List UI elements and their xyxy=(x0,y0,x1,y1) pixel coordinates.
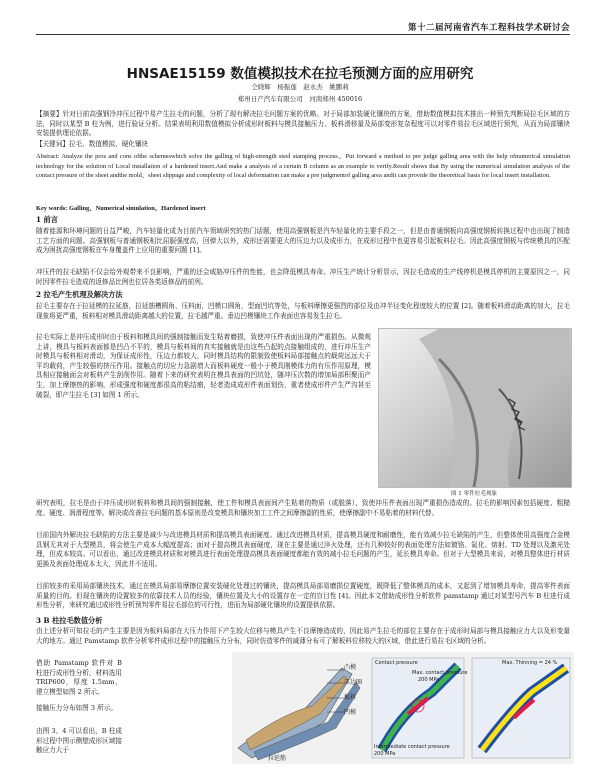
section-2-paragraph-4: 目前国内外解决拉毛缺陷的方法主要是减少与改进模具材质和提高模具表面硬度。通过改进模具材质，提高模具硬度和耐磨性，能有效减少拉毛缺陷的产生，但整体使用高强度合金模具钢无其对于大型模具，将会使生产成本大幅度提高；面对于提高模具表面硬度，现在主要是通过淬火处理，还有几种较好的表面处理方法如镀铬、氮化、熔射、TD 处理以及激光处理，但成本较高。可以看出，通过改进模具材质和对模具进行表面处理提高模具表面硬度都能有效的减小拉毛问题的产生，延长模具寿命。但对于大型模具来说，对模具整体进行材质更换及表面处理成本太大，因此并不适用。 xyxy=(36,531,570,568)
panel-title: Contact pressure xyxy=(375,660,418,666)
section-3-paragraph-1: 由上述分析可知拉毛的产生主要是因为板料局部在大压力作用下产生较大位移与模具产生不良摩擦造成的，因此易产生拉毛的部位主要存在于成形时局部与模具接触应力大以及形变量大的地方。通过 Pamstamp 软件分析零件成形过程中的接触压力分布，同时仿造零件的减薄分布可了解板料位移较大的区域，借此进行易拉毛区域的分析。 xyxy=(36,627,570,645)
section-2-paragraph-1: 拉毛主要存在于拉延模的拉延筋，拉延筋槽圆角、压料面，凹模口圆角，型面凹坑等处，与板料摩擦更强烈的部位及由冲半径变化程度较大的位置 [2]。随着板料滑动距离的加大，拉毛现象将更严重，板料相对模具滑动距离越大的位置，拉毛越严重。垂边凹模镶块工作表面也容易发生拉毛。 xyxy=(36,302,570,320)
section-2-paragraph-3: 研究表明，拉毛是由于冲压成形时板料和模具间的强制接触，使工件和模具表面间产生粘着的物质（或脱落），致使冲压件表面出现严重损伤造成的。拉毛的影响因素包括硬度、粗糙度、硬度、润滑程度等。解决或改善拉毛问题的基本原则是改变模具和镶块加工工件之间摩擦副的性质，使摩擦副中不易粘着的材料代替。 xyxy=(36,499,570,517)
section-1-paragraph-1: 随着能源和环境问题的日益严峻，汽车轻量化成为目前汽车领域研究的热门话题，使用高强钢板是汽车轻量化的主要手段之一，但是由普通钢板向高强度钢板转换过程中也出现了制造工艺方面的问题。高强钢板与普通钢板相比屈服强度高，回弹大以外，成形还需要更大的压边力以及成形力，在成形过程中也更容易引起板料拉毛。因此高强度钢板与传统模具的匹配成为困扰高强度钢板在车身覆盖件上应用的重要问题 [1]。 xyxy=(36,227,570,255)
paper-affiliation: 郑州日产汽车有限公司 河南郑州 450016 xyxy=(237,95,363,103)
intermediate-pressure-value: 200 MPa xyxy=(374,751,396,757)
label-blank: 板料 xyxy=(344,694,357,701)
section-3-paragraph-2b: 接触压力分布如图 3 所示。 xyxy=(36,704,117,712)
max-thinning-label: Max. Thinning = 24 % xyxy=(502,660,558,666)
max-pressure-value: 200 MPa xyxy=(418,677,440,683)
abstract-cn: 【摘要】针对日前高强钢冷冲压过程中易产生拉毛的问题，分析了现有解决拉毛问题方案的优略。对于局部加装硬化镶块的方案，借助数值模拟技术推出一种预先判断局拉毛区域的方法，同时以某型 B 柱为例，进行验证分析。结果表明利用数值模拟分析成形时板料与模具接触压力、板料滑移量及局部变形复杂程度可以对零件易拉毛区域进行预判，从而为局部镶块安装提供理论依据。 xyxy=(36,110,570,138)
galling-photo-icon xyxy=(379,329,571,487)
keywords-en: Key words: Galling、Numerical simulation、Hardened insert xyxy=(36,205,206,212)
section-3-heading: 3 B 柱拉毛数值分析 xyxy=(36,616,103,625)
label-binder: 压边圈 xyxy=(344,679,363,686)
intermediate-pressure-label: Intermediate contact pressure xyxy=(374,744,450,750)
section-2-paragraph-5: 目前较多的采用局部镶块技术，通过在模具局部易摩擦位置安装硬化处理过的镶块，提高模具局部易磨损位置硬度，既降低了整体模具的成本，又起到了增加模具寿命，提高零件表面质量的目的。但现在镶块的设置较多的依靠技术人员的经验，镶块位置及大小的设置存在一定的盲目性 [4]。因此本文借助成形性分析软件 pamstamp 通过对某型号汽车 B 柱进行成形性分析，来研究通过成形性分析预判零件易拉毛部位的可行性，进而为局部硬化镶块的设置提供依据。 xyxy=(36,582,570,610)
max-pressure-label: Max. contact pressure xyxy=(412,670,468,676)
abstract-en: Abstract: Analyze the pros and cons ofthe schemeswhich solve the galling of high-strength steel stamping process。Put forward a method to pre judge galling area with the help ofnumerical simulation technology for the solution of Local installation of a hardened insert.And make a analysis of a certain B column as an example to verify.Result shows that By using the numerical simulation analysis of the contact pressure of the sheet andthe mold、sheet slippage and complexity of local deformation can make a pre judgmentof galling area andit can provide the theoretical basis for local insert installation. xyxy=(36,153,570,180)
section-2-heading: 2 拉毛产生机理及解决方法 xyxy=(36,290,123,299)
running-header xyxy=(36,20,570,35)
figure-1-caption: 图 1 零件拉毛现象 xyxy=(450,491,498,497)
paper-title: HNSAE15159 数值模拟技术在拉毛预测方面的应用研究 xyxy=(126,66,474,82)
running-title: 第十二届河南省汽车工程科技学术研讨会 xyxy=(407,23,570,33)
figure-1-photo xyxy=(378,328,572,488)
section-3-paragraph-2c: 由图 3、4 可以看出，B 柱成形过程中图示侧壁成形区域接触应力大于 xyxy=(36,727,122,755)
section-3-paragraph-2a: 借助 Pamstamp 软件对 B 柱进行成形性分析，材料选用 TRIP600，厚度 1.5mm，建立模型如图 2 所示。 xyxy=(36,659,122,696)
label-drawbead: 拉延筋 xyxy=(268,755,287,762)
keywords-cn: 【关键词】拉毛、数值模拟、硬化镶块 xyxy=(36,140,149,148)
figure-2-3-models xyxy=(232,652,574,764)
section-1-paragraph-2: 冲压件的拉毛缺陷不仅会给外观带来不良影响，严重的还会威胁冲压件的性能，也会降低模具寿命。冲压生产统计分析显示，因拉毛造成的生产线停机是模具停机的主要原因之一，同时因零件拉毛造成的返修品比例也位居各类返修品的前列。 xyxy=(36,268,570,286)
paper-authors: 仝晓辉 杨振莲 赵永杰 姚鹏莉 xyxy=(251,83,349,91)
section-1-heading: 1 前言 xyxy=(36,215,58,224)
label-punch: 凸模 xyxy=(344,664,357,671)
section-2-paragraph-2: 拉毛实际上是冲压成形时由于板料和模具间的强制接触而发生粘着磨损，致使冲压件表面出现的严重损伤。从微观上讲，模具与板料表面都是凹凸不平的，模具与板料间的真实接触就是由这些凸起的点接触组成的，进行冲压生产时模具与板料相对滑动，为保证成形性，压边力都较大，同时模具结构的限制致使板料局部接触点的载荷远远大于平均载荷，产生较强的挤压作用。接触点的切应力急剧增大而板料硬度一般小于模具刚模体力的有压作用原理，模具相应接触面会对板料产生刮削作用。随着下来的研究表明在模具表面的凹坑处，随冲压次数的增加局部积聚而产生，加上摩擦热的影响，形成强度和硬度都很高的粘结瘤，轻者造成成形件表面划伤，重者使成形件产生严沟甚至破裂，即产生拉毛 [3] 如图 1 所示。 xyxy=(36,333,371,399)
label-die: 凹模 xyxy=(344,709,357,716)
